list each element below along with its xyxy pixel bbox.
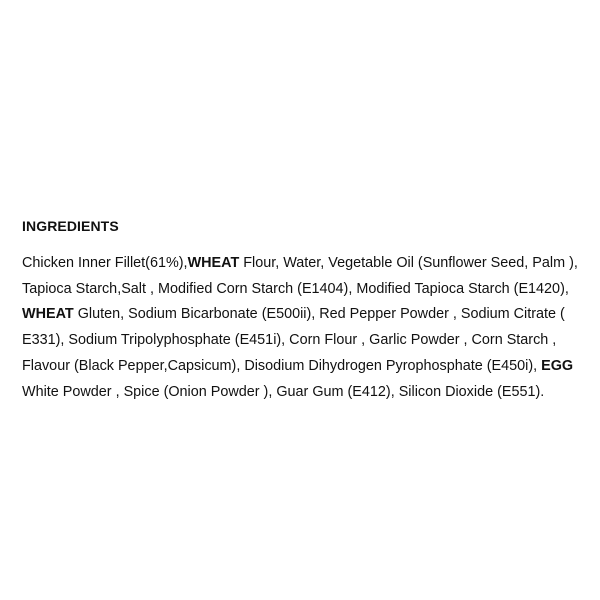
allergen-wheat: WHEAT [22, 306, 74, 323]
ingredients-text [22, 251, 588, 405]
ingredient-segment: Chicken Inner Fillet(61%), [22, 255, 188, 271]
ingredient-segment: White Powder , Spice (Onion Powder ), Guar Gum (E412), Silicon Dioxide (E551). [22, 383, 545, 400]
ingredients-heading: INGREDIENTS [22, 218, 119, 234]
ingredient-segment: Flour, Water, Vegetable Oil (Sunflower Seed, Palm ), Tapioca Starch,Salt , Modified Corn Starch (E1404), Modified Tapioca Starch (E1420), [22, 255, 578, 297]
allergen-egg: EGG [541, 357, 574, 374]
ingredient-segment: Gluten, Sodium Bicarbonate (E500ii), Red Pepper Powder , Sodium Citrate ( E331), Sodium Tripolyphosphate (E451i), Corn Flour , Garlic Powder , Corn Starch , Flavour (Black Pepper,Capsicum), Disodium Dihydrogen Pyrophosphate (E450i), [22, 306, 565, 374]
ingredients-panel [22, 217, 588, 405]
allergen-wheat: WHEAT [187, 255, 240, 271]
